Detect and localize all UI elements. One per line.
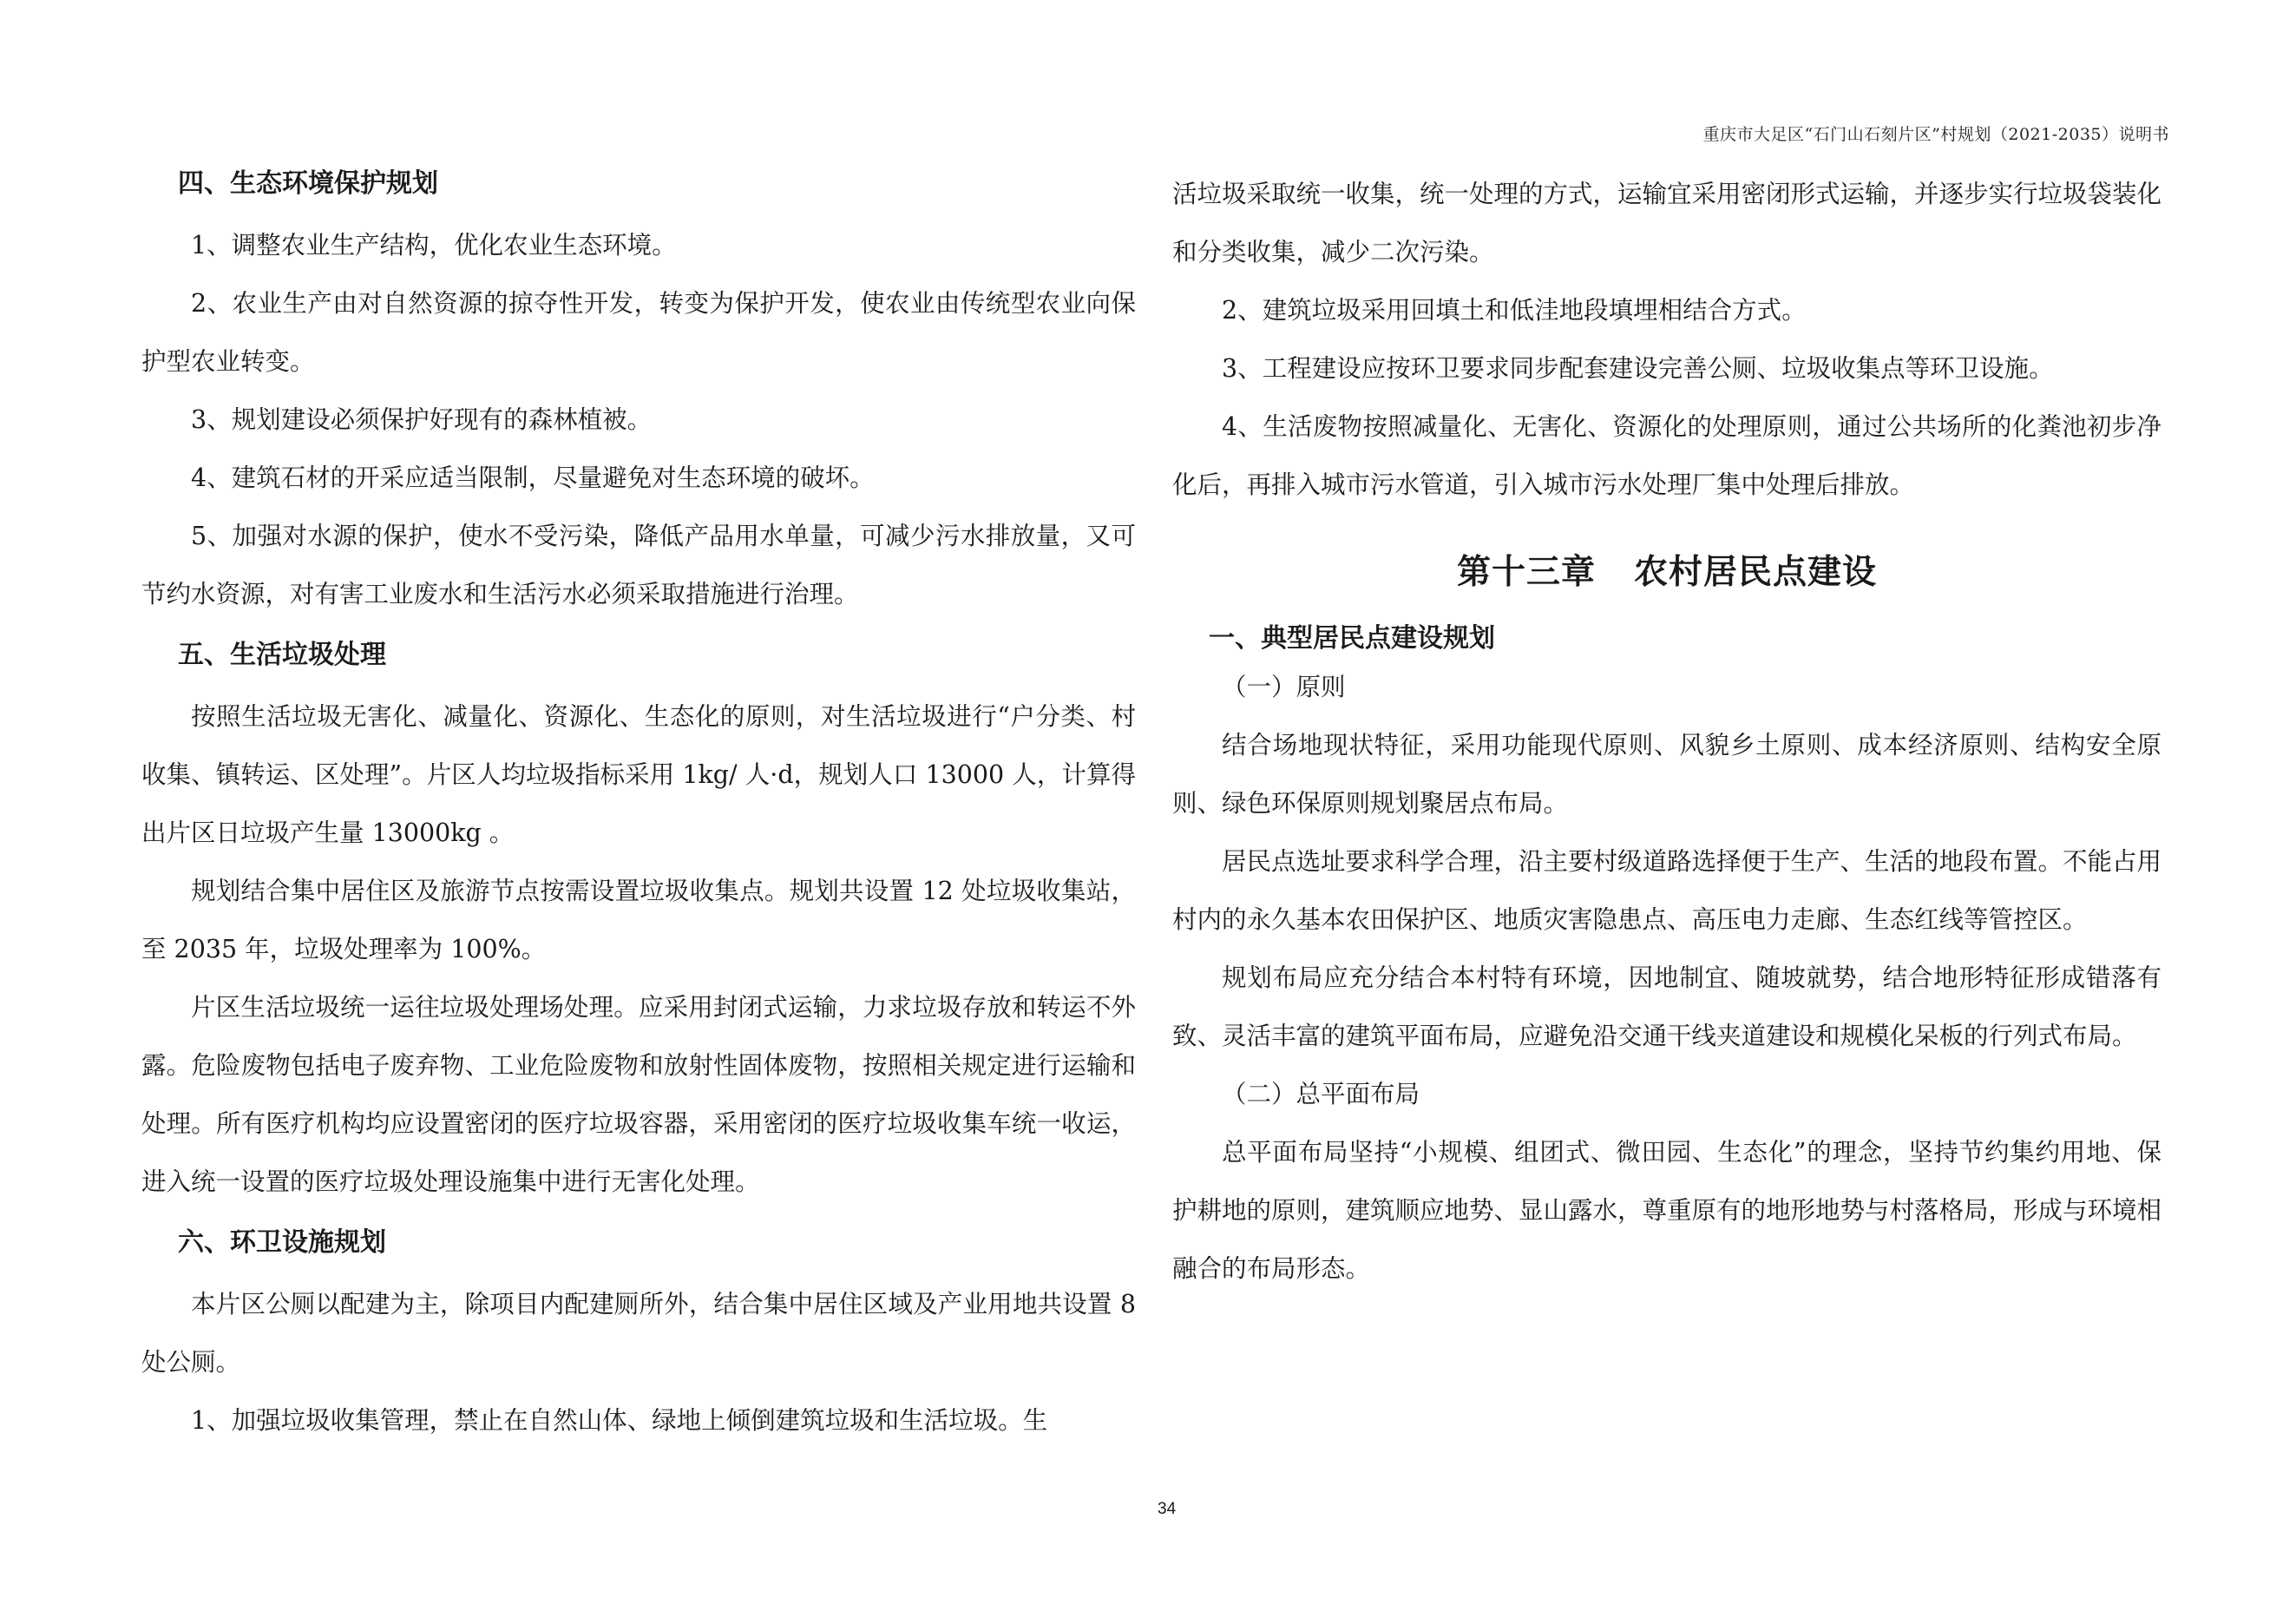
chapter-title [1172, 547, 2162, 599]
paragraph-continued: 活垃圾采取统一收集，统一处理的方式，运输宜采用密闭形式运输，并逐步实行垃圾袋装化和分类收集，减少二次污染。 [1172, 180, 2162, 266]
paragraph: 4、建筑石材的开采应适当限制，尽量避免对生态环境的破坏。 [191, 464, 875, 492]
paragraph: 5、加强对水源的保护，使水不受污染，降低产品用水单量，可减少污水排放量，又可节约水资源，对有害工业废水和生活污水必须采取措施进行治理。 [141, 522, 1136, 608]
paragraph: 1、加强垃圾收集管理，禁止在自然山体、绿地上倾倒建筑垃圾和生活垃圾。生 [191, 1406, 1048, 1435]
paragraph: 总平面布局坚持“小规模、组团式、微田园、生态化”的理念，坚持节约集约用地、保护耕地的原则，建筑顺应地势、显山露水，尊重原有的地形地势与村落格局，形成与环境相融合的布局形态。 [1172, 1138, 2162, 1283]
paragraph: 2、农业生产由对自然资源的掠夺性开发，转变为保护开发，使农业由传统型农业向保护型农业转变。 [141, 289, 1136, 376]
paragraph: 居民点选址要求科学合理，沿主要村级道路选择便于生产、生活的地段布置。不能占用村内的永久基本农田保护区、地质灾害隐患点、高压电力走廊、生态红线等管控区。 [1172, 847, 2162, 934]
paragraph: 规划布局应充分结合本村特有环境，因地制宜、随坡就势，结合地形特征形成错落有致、灵活丰富的建筑平面布局，应避免沿交通干线夹道建设和规模化呆板的行列式布局。 [1172, 963, 2162, 1050]
page-number: 34 [1158, 1500, 1177, 1518]
chapter-name: 农村居民点建设 [1634, 553, 1878, 592]
paragraph: 按照生活垃圾无害化、减量化、资源化、生态化的原则，对生活垃圾进行“户分类、村收集、镇转运、区处理”。片区人均垃圾指标采用 1kg/ 人·d，规划人口 13000 人，计算得出片区日垃圾产生量 13000kg 。 [141, 702, 1136, 847]
paragraph: 3、规划建设必须保护好现有的森林植被。 [191, 405, 653, 434]
paragraph: 4、生活废物按照减量化、无害化、资源化的处理原则，通过公共场所的化粪池初步净化后，再排入城市污水管道，引入城市污水处理厂集中处理后排放。 [1172, 412, 2162, 499]
sub-heading-principles: （一）原则 [1222, 673, 1346, 701]
section-heading-residential: 一、典型居民点建设规划 [1209, 623, 1495, 654]
section-heading-ecology: 四、生态环境保护规划 [178, 168, 438, 199]
paragraph: 2、建筑垃圾采用回填土和低洼地段填埋相结合方式。 [1222, 296, 1807, 325]
paragraph: 结合场地现状特征，采用功能现代原则、风貌乡土原则、成本经济原则、结构安全原则、绿色环保原则规划聚居点布局。 [1172, 731, 2162, 818]
paragraph: 本片区公厕以配建为主，除项目内配建厕所外，结合集中居住区域及产业用地共设置 8 处公厕。 [141, 1290, 1136, 1377]
section-heading-garbage: 五、生活垃圾处理 [178, 640, 386, 670]
paragraph: 规划结合集中居住区及旅游节点按需设置垃圾收集点。规划共设置 12 处垃圾收集站，至 2035 年，垃圾处理率为 100%。 [141, 877, 1136, 963]
paragraph: 3、工程建设应按环卫要求同步配套建设完善公厕、垃圾收集点等环卫设施。 [1222, 354, 2054, 383]
right-column [1172, 165, 2162, 1298]
paragraph: 1、调整农业生产结构，优化农业生态环境。 [191, 231, 677, 260]
running-header: 重庆市大足区“石门山石刻片区”村规划（2021-2035）说明书 [1702, 125, 2169, 144]
left-column [141, 165, 1136, 1450]
paragraph: 片区生活垃圾统一运往垃圾处理场处理。应采用封闭式运输，力求垃圾存放和转运不外露。危险废物包括电子废弃物、工业危险废物和放射性固体废物，按照相关规定进行运输和处理。所有医疗机构均应设置密闭的医疗垃圾容器，采用密闭的医疗垃圾收集车统一收运，进入统一设置的医疗垃圾处理设施集中进行无害化处理。 [141, 993, 1136, 1196]
chapter-number: 第十三章 [1456, 553, 1596, 592]
sub-heading-site-plan: （二）总平面布局 [1222, 1080, 1420, 1108]
section-heading-sanitation: 六、环卫设施规划 [178, 1227, 386, 1258]
